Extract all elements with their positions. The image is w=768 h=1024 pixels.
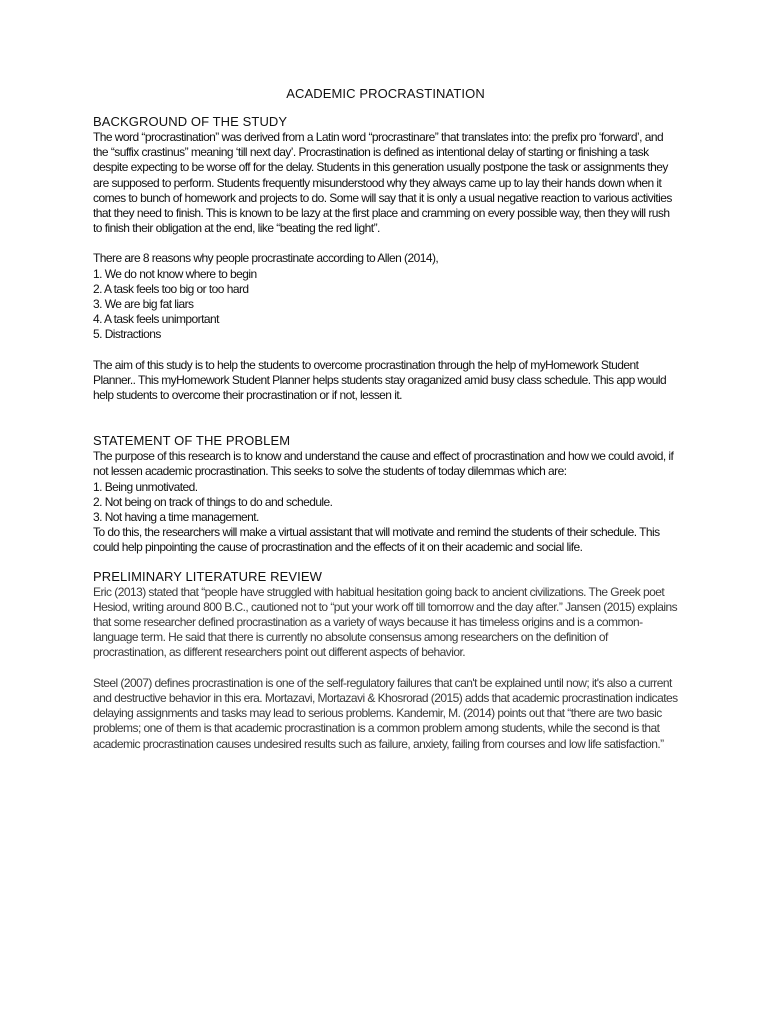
list-item: 5. Distractions: [93, 327, 161, 342]
problem-list: [93, 480, 678, 526]
problem-section: [93, 433, 678, 555]
literature-heading: PRELIMINARY LITERATURE REVIEW: [93, 568, 323, 584]
aim-paragraph: The aim of this study is to help the students to overcome procrastination through the help of myHomework Student Planner.. This myHomework Student Planner helps students stay oraganized amid busy class schedule. This app would help students to overcome their procrastination or if not, lessen it.: [93, 357, 667, 403]
literature-paragraph-2: Steel (2007) defines procrastination is one of the self-regulatory failures that can't be explained until now; it's also a current and destructive behavior in this era. Mortazavi, Mortazavi & Khosrorad (2015) adds that academic procrastination indicates delaying assignments and tasks may lead to serious problems. Kandemir, M. (2014) points out that “there are two basic problems; one of them is that academic procrastination is a common problem among students, while the second is that academic procrastination causes undesired results such as failure, anxiety, failing from courses and low life satisfaction.”: [93, 675, 678, 751]
problem-heading: STATEMENT OF THE PROBLEM: [93, 433, 291, 449]
list-item: 3. We are big fat liars: [93, 297, 194, 312]
literature-paragraph-1: Eric (2013) stated that “people have struggled with habitual hesitation going back to ancient civilizations. The Greek poet Hesiod, writing around 800 B.C., cautioned not to “put your work off till tomorrow and the day after.” Jansen (2015) explains that some researcher defined procrastination as a variety of ways because it has timeless origins and is a common-language term. He said that there is currently no absolute consensus among researchers on the definition of procrastination, as different researchers point out different aspects of behavior.: [93, 584, 678, 660]
background-heading: BACKGROUND OF THE STUDY: [93, 114, 288, 129]
document-title: ACADEMIC PROCRASTINATION: [286, 86, 485, 101]
list-item: 4. A task feels unimportant: [93, 312, 219, 327]
list-item: 2. A task feels too big or too hard: [93, 281, 249, 296]
list-item: 2. Not being on track of things to do and schedule.: [93, 494, 333, 509]
list-item: 1. Being unmotivated.: [93, 479, 198, 494]
reasons-intro: There are 8 reasons why people procrastinate according to Allen (2014),: [93, 251, 439, 266]
list-item: 3. Not having a time management.: [93, 510, 259, 525]
document-page: [93, 86, 678, 752]
list-item: 1. We do not know where to begin: [93, 266, 257, 281]
problem-outro: To do this, the researchers will make a virtual assistant that will motivate and remind the students of their schedule. This could help pinpointing the cause of procrastination and the effects of it on their academic and social life.: [93, 525, 660, 555]
problem-intro: The purpose of this research is to know and understand the cause and effect of procrastination and how we could avoid, if not lessen academic procrastination. This seeks to solve the students of today dilemmas which are:: [93, 449, 674, 479]
background-section: [93, 114, 678, 403]
literature-section: [93, 569, 678, 752]
reasons-list: [93, 267, 678, 343]
background-paragraph: The word “procrastination” was derived from a Latin word “procrastinare” that translates into: the prefix pro ‘forward’, and the “suffix crastinus” meaning ‘till next day’. Procrastination is defined as intentional delay of starting or finishing a task despite expecting to be worse off for the delay. Students in this generation usually postpone the task or assignments they are supposed to perform. Students frequently misunderstood why they always came up to lay their hands down when it comes to bunch of homework and projects to do. Some will say that it is only a usual negative reaction to various activities that they need to finish. This is known to be lazy at the first place and cramming on every possible way, then they will rush to finish their obligation at the end, like “beating the red light”.: [93, 130, 672, 236]
